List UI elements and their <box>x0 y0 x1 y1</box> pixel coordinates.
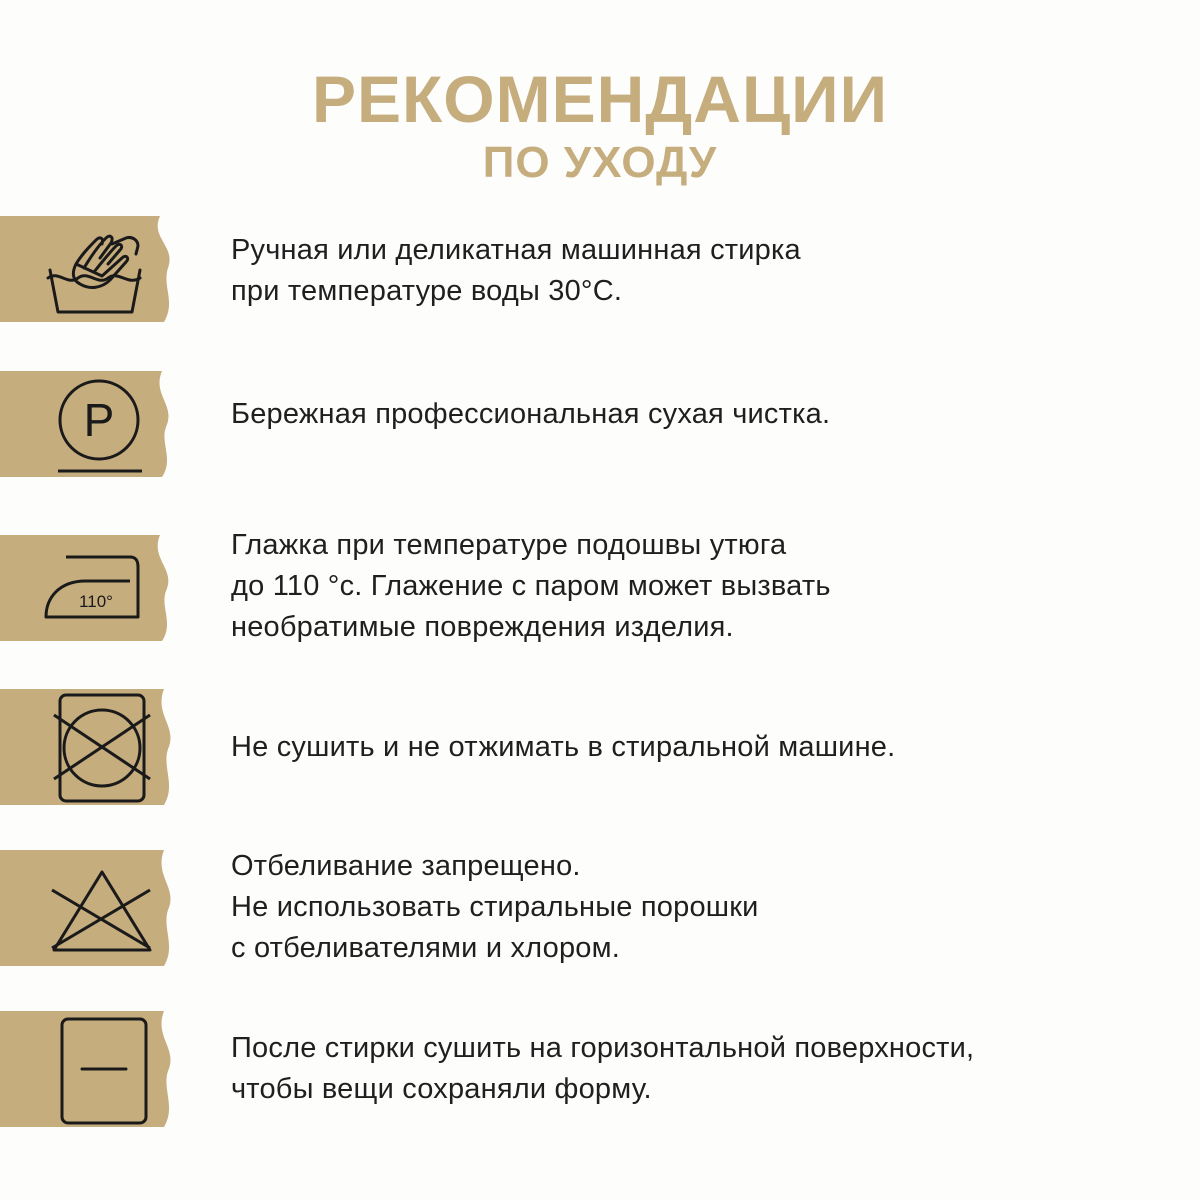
no-bleach-icon <box>46 866 158 961</box>
dry-flat-icon <box>58 1015 150 1130</box>
page-title: РЕКОМЕНДАЦИИ <box>311 62 889 136</box>
care-item-no-bleach <box>0 850 1200 966</box>
care-item-no-tumble-dry <box>0 689 1200 805</box>
hand-wash-icon <box>40 224 160 325</box>
care-item-dry-flat <box>0 1011 1200 1127</box>
no-tumble-dry-icon <box>50 691 154 808</box>
care-text-no-tumble-dry: Не сушить и не отжимать в стиральной машине. <box>231 731 896 763</box>
svg-text:P: P <box>83 394 115 446</box>
care-text-iron: Глажка при температуре подошвы утюга до 110 °с. Глажение с паром может вызвать необратимые повреждения изделия. <box>231 529 831 643</box>
iron-temperature-label: 110° <box>79 592 113 611</box>
care-text-dry-clean: Бережная профессиональная сухая чистка. <box>231 398 831 430</box>
care-item-dry-clean <box>0 371 1200 477</box>
page-subtitle: ПО УХОДУ <box>482 138 718 187</box>
iron-110-icon <box>40 549 150 630</box>
care-text-hand-wash: Ручная или деликатная машинная стирка при температуре воды 30°С. <box>231 234 801 307</box>
care-item-iron <box>0 529 1200 643</box>
care-text-dry-flat: После стирки сушить на горизонтальной поверхности, чтобы вещи сохраняли форму. <box>231 1032 975 1105</box>
care-item-hand-wash <box>0 216 1200 322</box>
dry-clean-p-icon <box>52 379 148 480</box>
care-text-no-bleach: Отбеливание запрещено. Не использовать стиральные порошки с отбеливателями и хлором. <box>231 850 759 964</box>
